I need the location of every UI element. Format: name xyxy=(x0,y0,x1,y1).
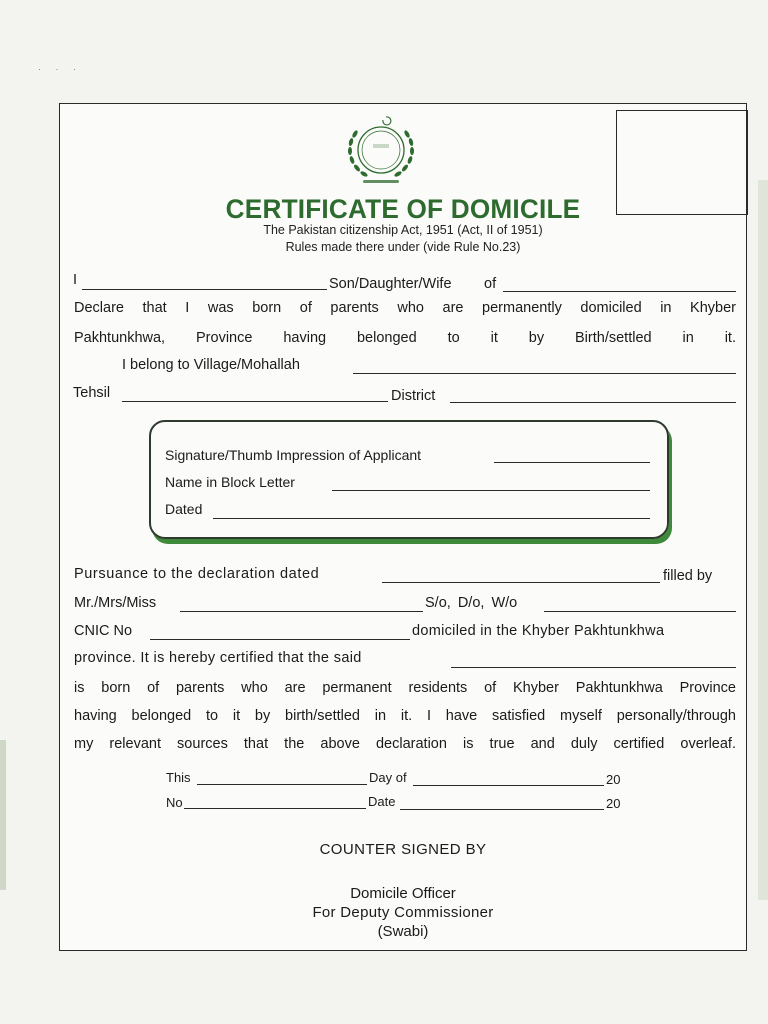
district-label: District xyxy=(391,388,436,404)
village-label: I belong to Village/Mohallah xyxy=(122,357,300,373)
cnic-label: CNIC No xyxy=(74,623,133,639)
date-label: Date xyxy=(368,794,396,809)
province-label: province. It is hereby certified that the said xyxy=(74,650,362,666)
number-field[interactable] xyxy=(184,808,366,809)
certificate-title: CERTIFICATE OF DOMICILE xyxy=(225,194,581,224)
relation-label: Son/Daughter/Wife xyxy=(329,276,452,292)
said-person-field[interactable] xyxy=(451,667,736,668)
government-emblem-icon xyxy=(337,114,425,194)
block-letter-name-label: Name in Block Letter xyxy=(165,474,295,490)
filled-by-label: filled by xyxy=(663,568,713,584)
block-letter-name-field[interactable] xyxy=(332,490,650,491)
applicant-signature-box xyxy=(149,420,669,539)
commissioner-title: For Deputy Commissioner xyxy=(312,904,494,921)
of-label: of xyxy=(484,276,497,292)
district-name: (Swabi) xyxy=(377,923,429,940)
year-prefix-1: 20 xyxy=(606,772,621,787)
certification-line-3: my relevant sources that the above declaration is true and duly certified overleaf. xyxy=(74,736,736,752)
domiciled-label: domiciled in the Khyber Pakhtunkhwa xyxy=(412,623,665,639)
signature-label: Signature/Thumb Impression of Applicant xyxy=(165,447,422,463)
pursuance-label: Pursuance to the declaration dated xyxy=(74,566,320,582)
certification-line-1: is born of parents who are permanent residents of Khyber Pakhtunkhwa Province xyxy=(74,680,736,696)
signature-field[interactable] xyxy=(494,462,650,463)
tehsil-field[interactable] xyxy=(122,401,388,402)
rule-reference: Rules made there under (vide Rule No.23) xyxy=(285,240,521,254)
certified-name-field[interactable] xyxy=(180,611,423,612)
day-of-field[interactable] xyxy=(413,785,604,786)
declaration-line-2: Pakhtunkhwa, Province having belonged to it by Birth/settled in it. xyxy=(74,330,736,346)
title-label: Mr./Mrs/Miss xyxy=(74,595,157,611)
cnic-field[interactable] xyxy=(150,639,410,640)
officer-title: Domicile Officer xyxy=(350,885,456,902)
declaration-date-field[interactable] xyxy=(382,582,660,583)
declaration-line-1: Declare that I was born of parents who are permanently domiciled in Khyber xyxy=(74,300,736,316)
day-of-label: Day of xyxy=(369,770,407,785)
scan-edge-right xyxy=(758,180,768,900)
village-field[interactable] xyxy=(353,373,736,374)
certified-parent-field[interactable] xyxy=(544,611,736,612)
scan-edge-left xyxy=(0,740,6,890)
year-prefix-2: 20 xyxy=(606,796,621,811)
date-field[interactable] xyxy=(400,809,604,810)
applicant-name-field[interactable] xyxy=(82,289,327,290)
parent-name-field[interactable] xyxy=(503,291,736,292)
dated-label: Dated xyxy=(165,501,203,517)
i-label: I xyxy=(73,272,78,288)
dated-field[interactable] xyxy=(213,518,650,519)
counter-signed-heading: COUNTER SIGNED BY xyxy=(319,841,487,858)
no-label: No xyxy=(166,795,183,810)
tehsil-label: Tehsil xyxy=(73,385,111,401)
act-reference: The Pakistan citizenship Act, 1951 (Act, II of 1951) xyxy=(263,223,543,237)
certificate-frame xyxy=(59,103,747,951)
relation-code-label: S/o, D/o, W/o xyxy=(425,595,518,611)
certification-line-2: having belonged to it by birth/settled in it. I have satisfied myself personally/through xyxy=(74,708,736,724)
district-field[interactable] xyxy=(450,402,736,403)
this-field[interactable] xyxy=(197,784,367,785)
this-label: This xyxy=(166,770,191,785)
scan-marks: · · · xyxy=(38,64,82,74)
